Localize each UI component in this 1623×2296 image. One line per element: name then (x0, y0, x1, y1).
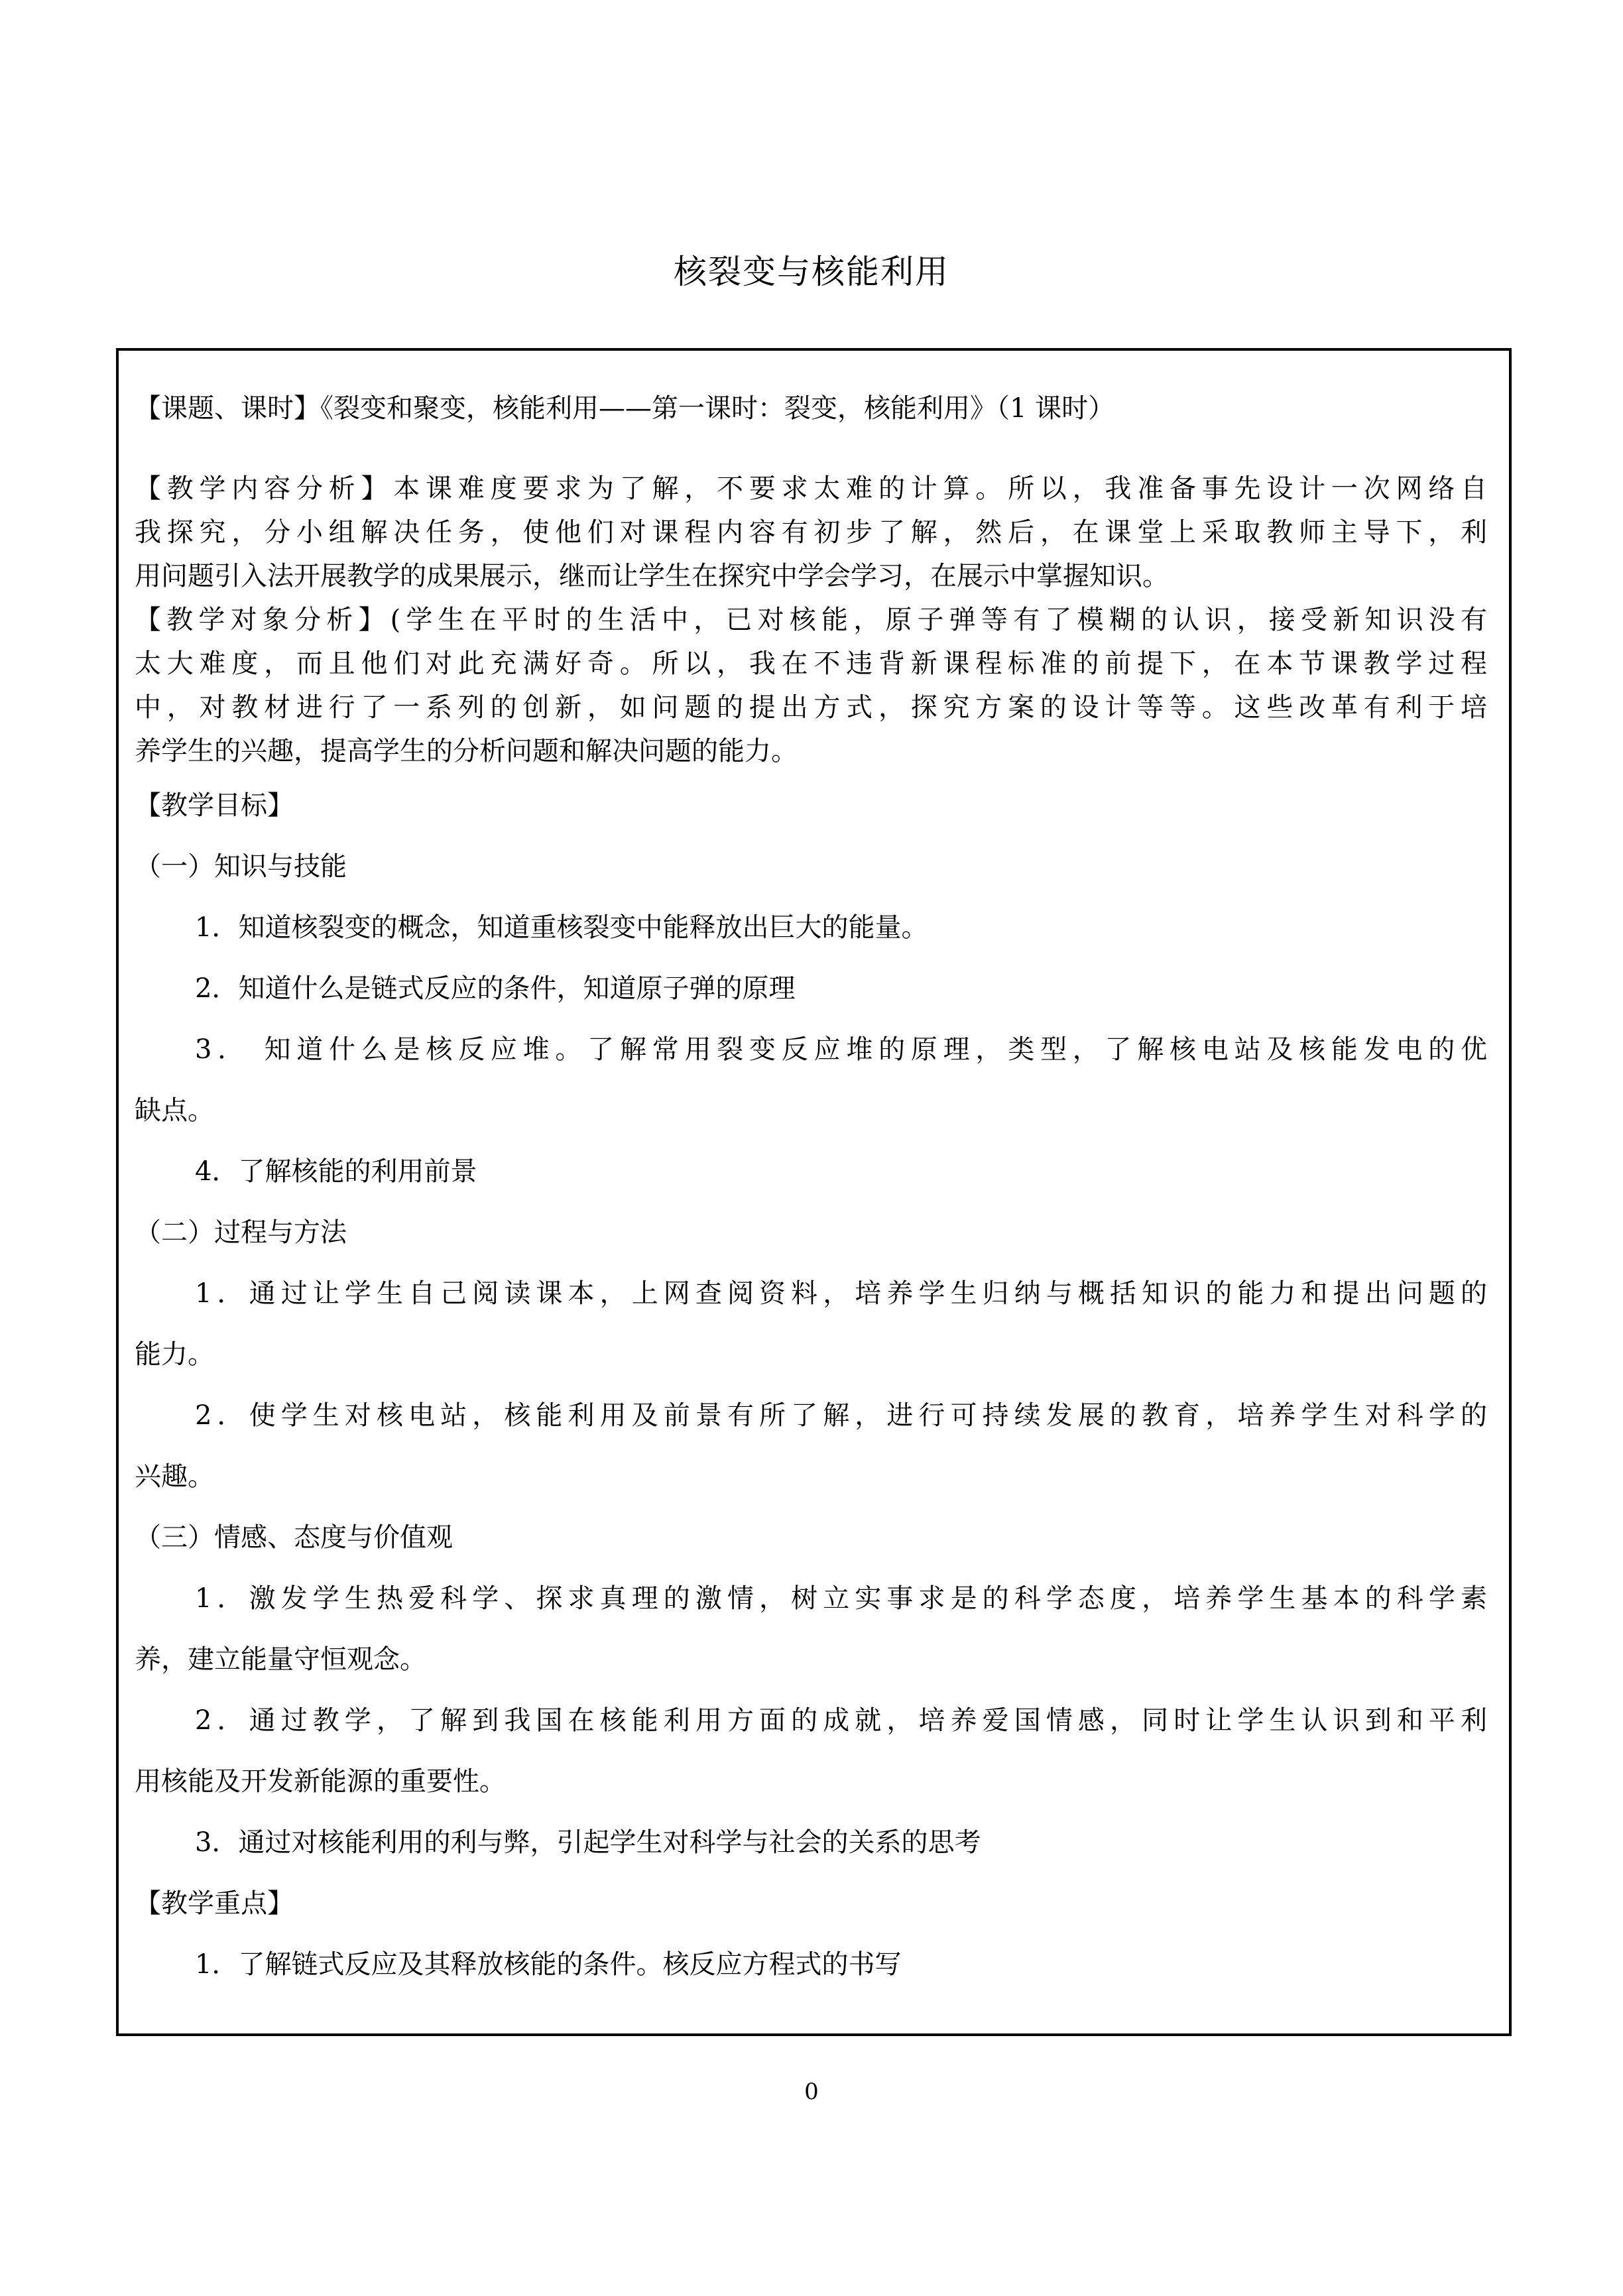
text-line-key-points-heading: 【教学重点】 (135, 1888, 294, 1919)
text-line-audience-analysis-1: 【教学对象分析】(学生在平时的生活中，已对核能，原子弹等有了模糊的认识，接受新知识没有 (135, 605, 1487, 635)
text-line-knowledge-item-4: 4．了解核能的利用前景 (195, 1156, 477, 1187)
text-line-process-item-1-cont: 能力。 (135, 1339, 214, 1370)
text-line-content-analysis-3: 用问题引入法开展教学的成果展示，继而让学生在探究中学会学习，在展示中掌握知识。 (135, 561, 1169, 591)
text-line-knowledge-item-3-cont: 缺点。 (135, 1095, 214, 1126)
text-line-attitude-item-1: 1．激发学生热爱科学、探求真理的激情，树立实事求是的科学态度，培养学生基本的科学素 (195, 1583, 1487, 1614)
text-line-attitude-item-2-cont: 用核能及开发新能源的重要性。 (135, 1766, 506, 1797)
text-line-process-item-2: 2．使学生对核电站，核能利用及前景有所了解，进行可持续发展的教育，培养学生对科学的 (195, 1400, 1487, 1431)
text-line-audience-analysis-2: 太大难度，而且他们对此充满好奇。所以，我在不违背新课程标准的前提下，在本节课教学过程 (135, 648, 1487, 679)
text-line-knowledge-item-1: 1．知道核裂变的概念，知道重核裂变中能释放出巨大的能量。 (195, 912, 928, 943)
text-line-attitude-item-1-cont: 养，建立能量守恒观念。 (135, 1644, 426, 1675)
text-line-attitude-values-heading: （三）情感、态度与价值观 (135, 1522, 453, 1553)
text-line-audience-analysis-3: 中，对教材进行了一系列的创新，如问题的提出方式，探究方案的设计等等。这些改革有利于培 (135, 692, 1487, 723)
lesson-plan-box (116, 348, 1512, 2036)
document-title: 核裂变与核能利用 (674, 253, 949, 291)
text-line-attitude-item-2: 2．通过教学，了解到我国在核能利用方面的成就，培养爱国情感，同时让学生认识到和平利 (195, 1705, 1487, 1736)
text-line-process-item-1: 1．通过让学生自己阅读课本，上网查阅资料，培养学生归纳与概括知识的能力和提出问题的 (195, 1278, 1487, 1309)
text-line-content-analysis-1: 【教学内容分析】本课难度要求为了解，不要求太难的计算。所以，我准备事先设计一次网络自 (135, 473, 1487, 504)
text-line-topic: 【课题、课时】《裂变和聚变，核能利用——第一课时：裂变，核能利用》（1 课时） (135, 393, 1115, 424)
page-number: 0 (804, 2079, 819, 2105)
text-line-knowledge-skills-heading: （一）知识与技能 (135, 851, 347, 882)
text-line-audience-analysis-4: 养学生的兴趣，提高学生的分析问题和解决问题的能力。 (135, 736, 798, 766)
text-line-knowledge-item-3: 3． 知道什么是核反应堆。了解常用裂变反应堆的原理，类型，了解核电站及核能发电的优 (195, 1034, 1487, 1065)
text-line-process-methods-heading: （二）过程与方法 (135, 1217, 347, 1248)
text-line-objectives-heading: 【教学目标】 (135, 790, 294, 821)
text-line-attitude-item-3: 3．通过对核能利用的利与弊，引起学生对科学与社会的关系的思考 (195, 1827, 981, 1858)
text-line-key-point-1: 1．了解链式反应及其释放核能的条件。核反应方程式的书写 (195, 1949, 902, 1980)
text-line-content-analysis-2: 我探究，分小组解决任务，使他们对课程内容有初步了解，然后，在课堂上采取教师主导下，利 (135, 517, 1487, 548)
text-line-process-item-2-cont: 兴趣。 (135, 1461, 214, 1492)
text-line-knowledge-item-2: 2．知道什么是链式反应的条件，知道原子弹的原理 (195, 973, 796, 1004)
